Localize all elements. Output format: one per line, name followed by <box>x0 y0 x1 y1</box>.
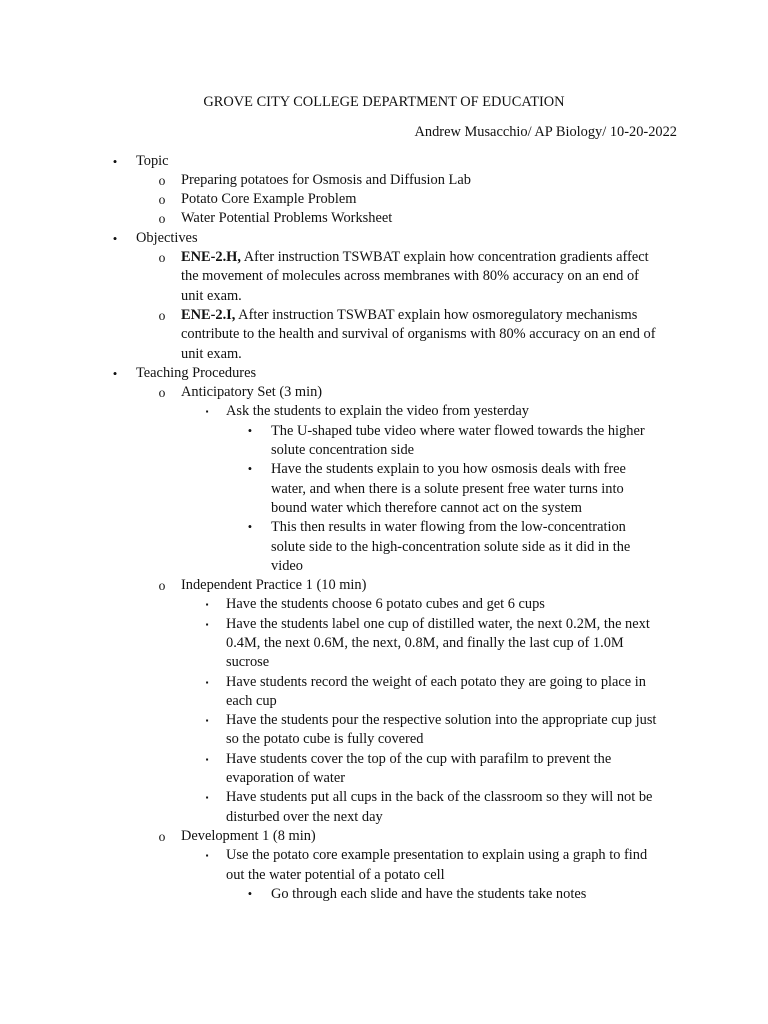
procedure-substep: water, and when there is a solute present free water turns into <box>271 481 624 497</box>
procedure-substep: Have the students explain to you how osmosis deals with free <box>271 461 626 477</box>
section-heading-objectives: Objectives <box>136 230 198 246</box>
bullet-level-2-icon: o <box>158 385 166 400</box>
bullet-level-3-icon: ▪ <box>205 678 209 687</box>
procedure-step: Have the students label one cup of distilled water, the next 0.2M, the next <box>226 616 650 632</box>
author-course-date: Andrew Musacchio/ AP Biology/ 10-20-2022 <box>414 124 677 140</box>
bullet-level-1-icon: • <box>112 231 118 246</box>
bullet-level-3-icon: ▪ <box>205 851 209 860</box>
section-heading-topic: Topic <box>136 153 169 169</box>
procedure-step: Have students cover the top of the cup with parafilm to prevent the <box>226 751 612 767</box>
bullet-level-2-icon: o <box>158 250 166 265</box>
objective-text: After instruction TSWBAT explain how osmoregulatory mechanisms <box>235 307 638 323</box>
bullet-level-3-icon: ▪ <box>205 793 209 802</box>
objective-text: After instruction TSWBAT explain how concentration gradients affect <box>240 249 649 265</box>
procedure-substep: solute side to the high-concentration solute side as it did in the <box>271 539 631 555</box>
procedure-step: Have students put all cups in the back of the classroom so they will not be <box>226 789 653 805</box>
bullet-level-3-icon: ▪ <box>205 407 209 416</box>
procedure-section-title: Anticipatory Set (3 min) <box>181 384 323 400</box>
procedure-substep: Go through each slide and have the students take notes <box>271 886 587 902</box>
objective-item <box>181 306 637 325</box>
procedure-step: Have the students pour the respective solution into the appropriate cup just <box>226 712 657 728</box>
objective-text: unit exam. <box>181 288 242 304</box>
procedure-step: disturbed over the next day <box>226 809 383 825</box>
objective-item <box>181 248 649 267</box>
procedure-section-title: Development 1 (8 min) <box>181 828 316 844</box>
procedure-step: Have the students choose 6 potato cubes and get 6 cups <box>226 596 545 612</box>
bullet-level-2-icon: o <box>158 211 166 226</box>
topic-item: Preparing potatoes for Osmosis and Diffusion Lab <box>181 172 471 188</box>
procedure-step: Use the potato core example presentation to explain using a graph to find <box>226 847 648 863</box>
procedure-substep: The U-shaped tube video where water flowed towards the higher <box>271 423 645 439</box>
procedure-step: so the potato cube is fully covered <box>226 731 424 747</box>
bullet-level-1-icon: • <box>112 366 118 381</box>
procedure-step: evaporation of water <box>226 770 346 786</box>
section-heading-teaching-procedures: Teaching Procedures <box>136 365 257 381</box>
objective-code: ENE-2.I, <box>181 307 236 323</box>
objective-text: the movement of molecules across membranes with 80% accuracy on an end of <box>181 268 639 284</box>
procedure-section-title: Independent Practice 1 (10 min) <box>181 577 367 593</box>
objective-text: contribute to the health and survival of organisms with 80% accuracy on an end of <box>181 326 656 342</box>
procedure-substep: solute concentration side <box>271 442 415 458</box>
bullet-level-2-icon: o <box>158 308 166 323</box>
topic-item: Potato Core Example Problem <box>181 191 357 207</box>
bullet-level-4-icon: • <box>247 462 253 476</box>
bullet-level-1-icon: • <box>112 154 118 169</box>
procedure-step: Ask the students to explain the video from yesterday <box>226 403 529 419</box>
bullet-level-4-icon: • <box>247 520 253 534</box>
bullet-level-3-icon: ▪ <box>205 716 209 725</box>
procedure-step: 0.4M, the next 0.6M, the next, 0.8M, and finally the last cup of 1.0M <box>226 635 624 651</box>
bullet-level-2-icon: o <box>158 173 166 188</box>
procedure-step: sucrose <box>226 654 270 670</box>
bullet-level-2-icon: o <box>158 192 166 207</box>
bullet-level-3-icon: ▪ <box>205 755 209 764</box>
objective-code: ENE-2.H, <box>181 249 241 265</box>
procedure-step: Have students record the weight of each potato they are going to place in <box>226 674 646 690</box>
bullet-level-2-icon: o <box>158 829 166 844</box>
procedure-substep: This then results in water flowing from the low-concentration <box>271 519 626 535</box>
document-title: GROVE CITY COLLEGE DEPARTMENT OF EDUCATION <box>203 94 565 110</box>
bullet-level-2-icon: o <box>158 578 166 593</box>
procedure-substep: bound water which therefore cannot act on the system <box>271 500 582 516</box>
bullet-level-3-icon: ▪ <box>205 620 209 629</box>
procedure-substep: video <box>271 558 303 574</box>
bullet-level-4-icon: • <box>247 887 253 901</box>
objective-text: unit exam. <box>181 346 242 362</box>
procedure-step: out the water potential of a potato cell <box>226 867 445 883</box>
topic-item: Water Potential Problems Worksheet <box>181 210 393 226</box>
bullet-level-3-icon: ▪ <box>205 600 209 609</box>
bullet-level-4-icon: • <box>247 424 253 438</box>
procedure-step: each cup <box>226 693 277 709</box>
